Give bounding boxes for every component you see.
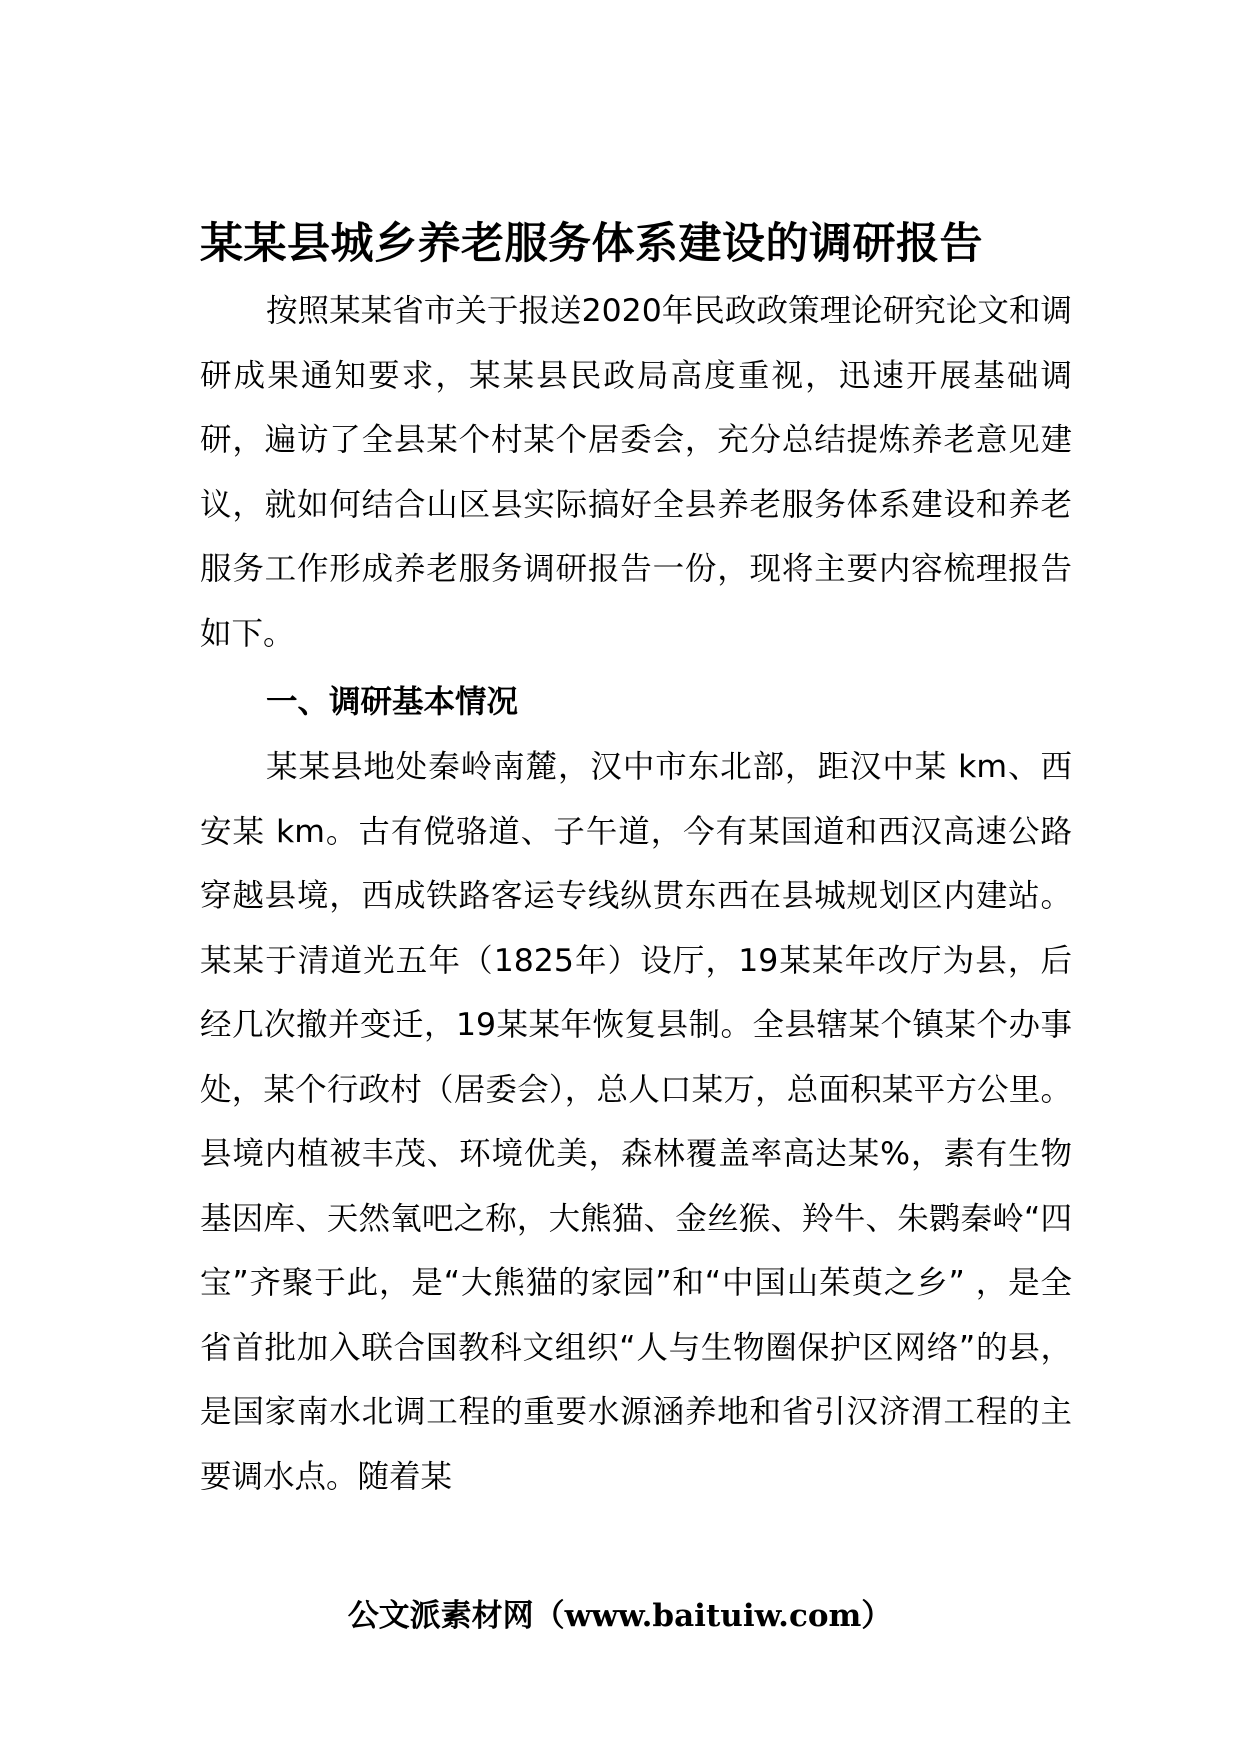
document-title: 某某县城乡养老服务体系建设的调研报告 — [200, 219, 983, 269]
intro-paragraph: 按照某某省市关于报送2020年民政政策理论研究论文和调研成果通知要求，某某县民政局高度重视，迅速开展基础调研，遍访了全县某个村某个居委会，充分总结提炼养老意见建议，就如何结合山区县实际搞好全县养老服务体系建设和养老服务工作形成养老服务调研报告一份，现将主要内容梳理报告如下。 — [200, 293, 1072, 652]
body-paragraph: 某某县地处秦岭南麓，汉中市东北部，距汉中某 km、西安某 km。古有傥骆道、子午道，今有某国道和西汉高速公路穿越县境，西成铁路客运专线纵贯东西在县城规划区内建站。某某于清道光五年（1825年）设厅，19某某年改厅为县，后经几次撤并变迁，19某某年恢复县制。全县辖某个镇某个办事处，某个行政村（居委会），总人口某万，总面积某平方公里。县境内植被丰茂、环境优美，森林覆盖率高达某%，素有生物基因库、天然氧吧之称，大熊猫、金丝猴、羚牛、朱鹮秦岭“四宝”齐聚于此，是“大熊猫的家园”和“中国山茱萸之乡” ，是全省首批加入联合国教科文组织“人与生物圈保护区网络”的县，是国家南水北调工程的重要水源涵养地和省引汉济渭工程的主要调水点。随着某 — [200, 749, 1072, 1495]
footer-watermark: 公文派素材网（www.baituiw.com） — [347, 1598, 893, 1634]
section-heading: 一、调研基本情况 — [266, 684, 519, 720]
